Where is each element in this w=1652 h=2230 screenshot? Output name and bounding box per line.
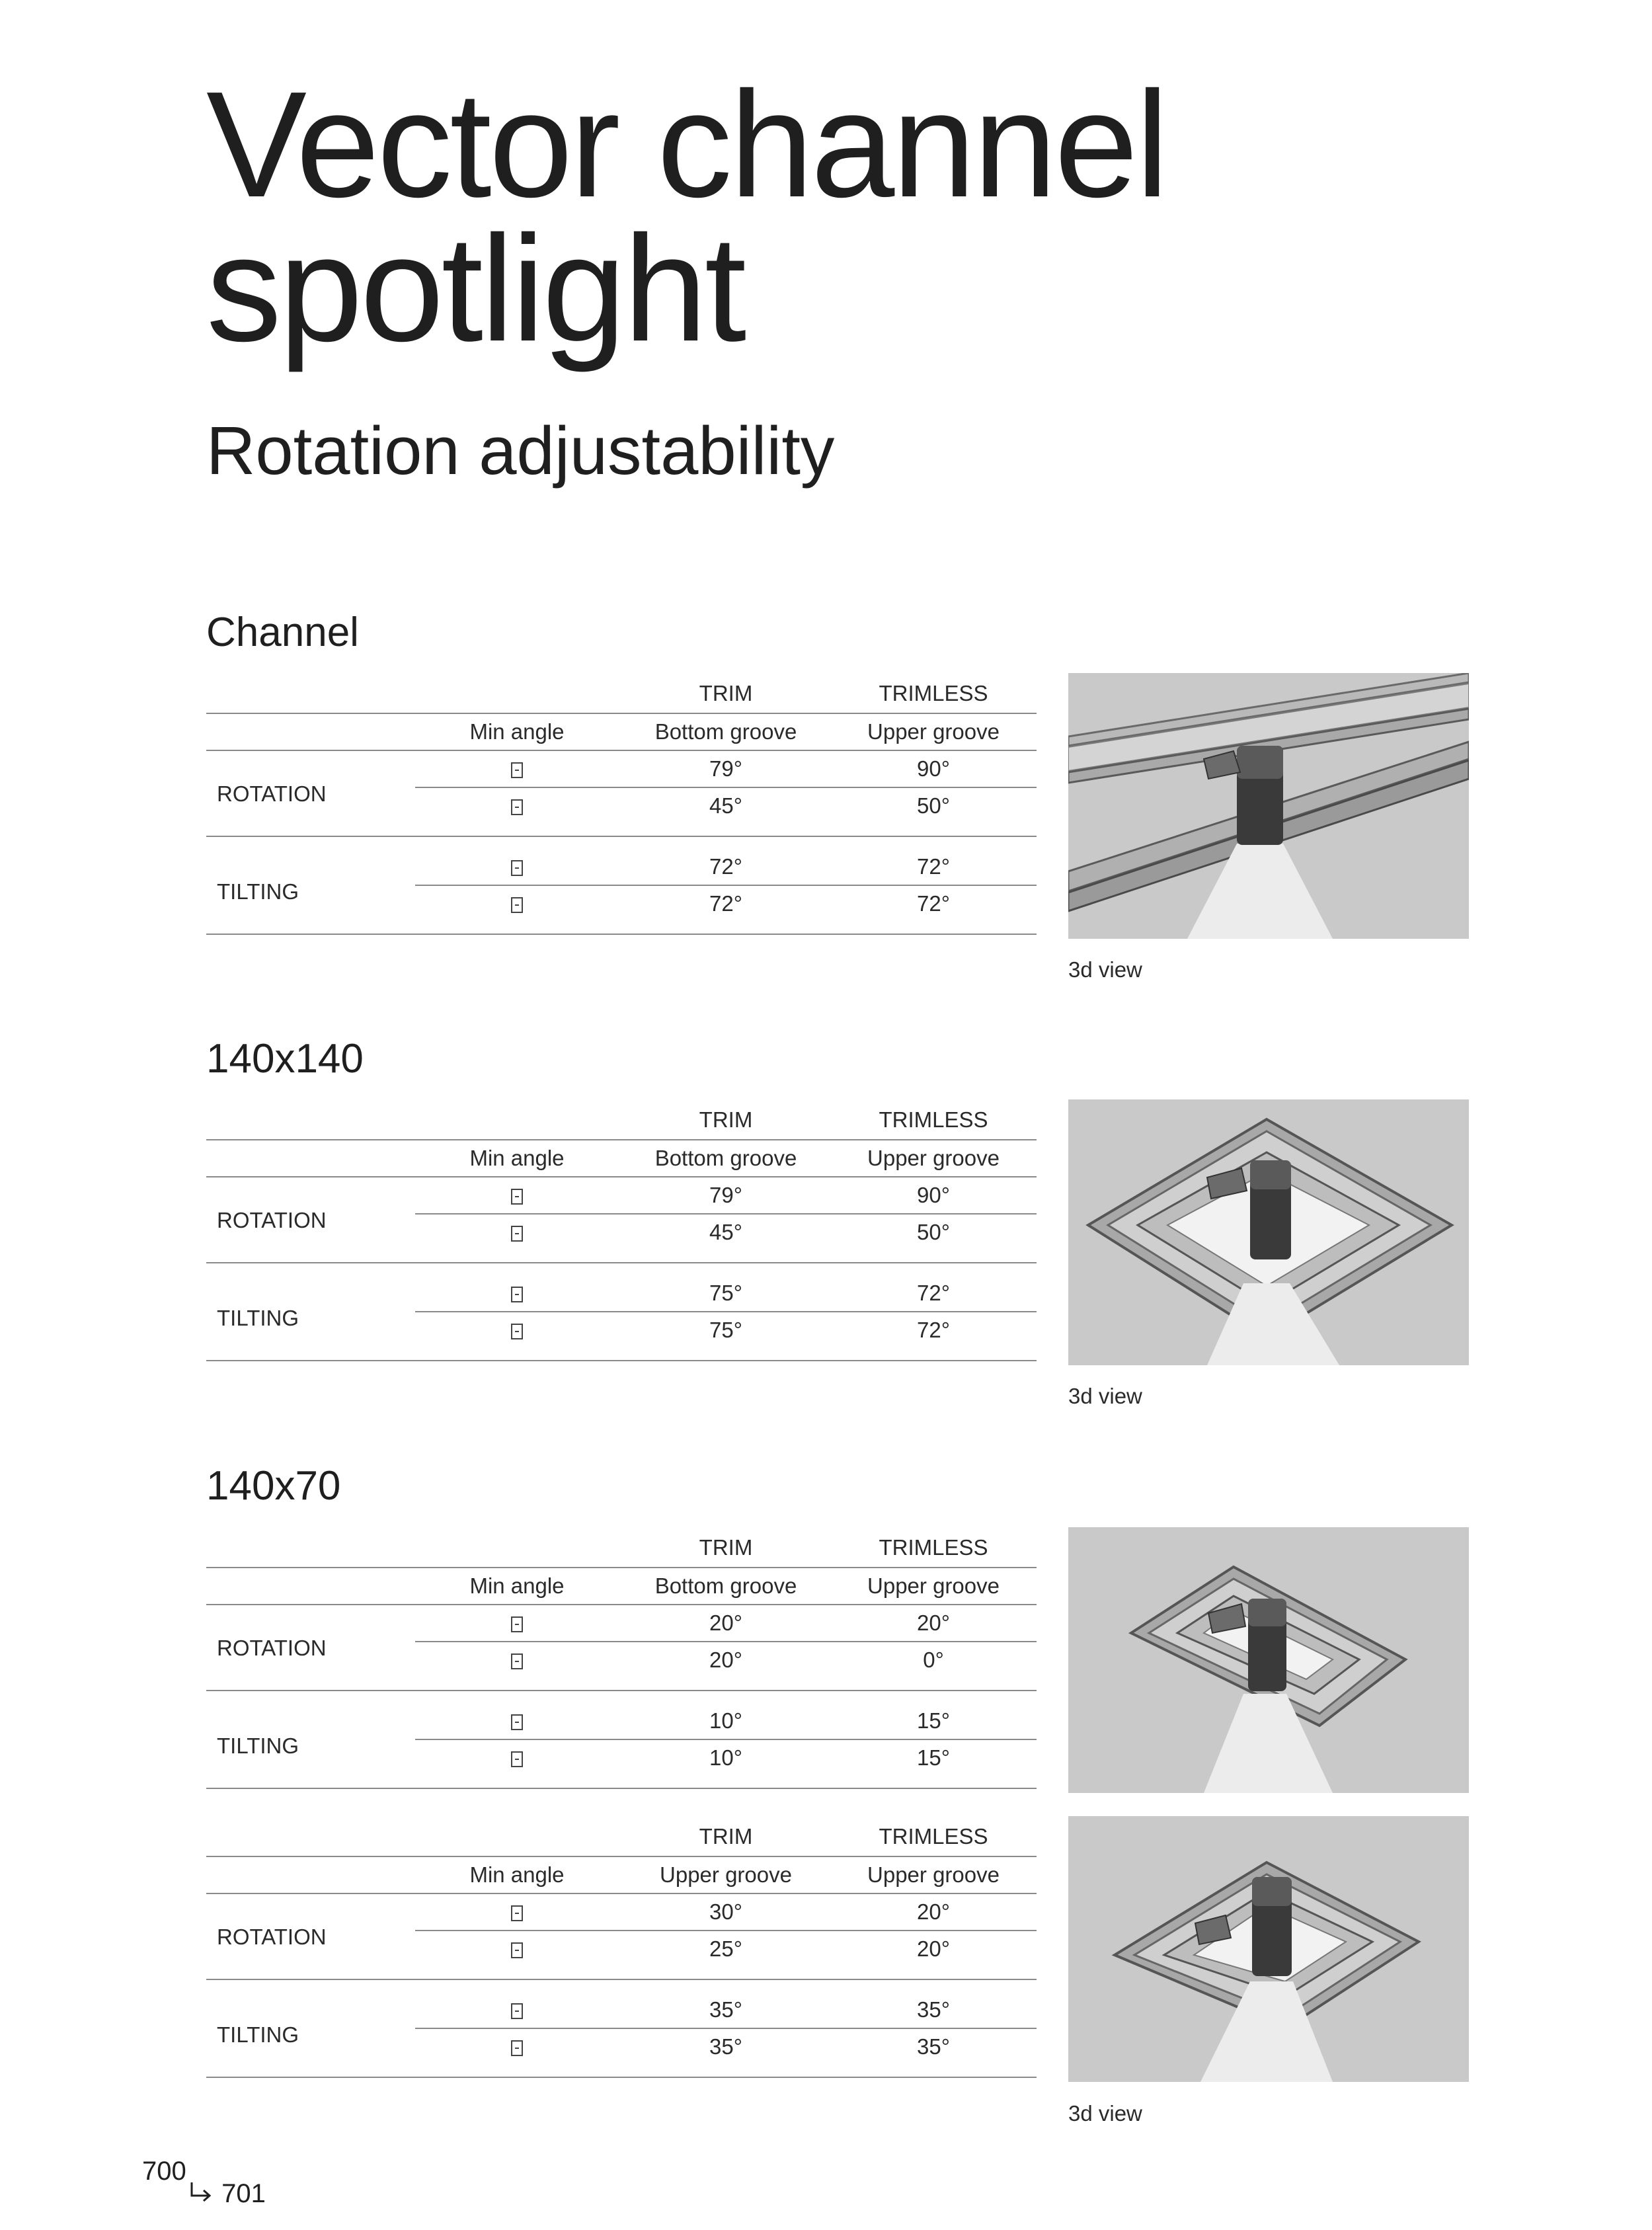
3d-view-image-140x70-a [1068,1527,1469,1793]
angle-direction-icon [511,1616,523,1632]
trimless-groove-header: Upper groove [867,719,1000,744]
title-line-1: Vector channel [206,61,1167,229]
trim-header: TRIM [699,1107,753,1132]
angle-direction-icon [511,1226,523,1242]
3d-view-image-140x140 [1068,1099,1469,1365]
tilting-group [206,849,1037,935]
trimless-value: 15° [917,1708,950,1733]
min-angle-header: Min angle [469,1862,565,1887]
trim-groove-header: Upper groove [660,1862,792,1887]
table-subheader [206,1568,1037,1605]
angle-direction-icon [511,799,523,815]
page-number-next[interactable] [188,2179,266,2209]
trimless-value: 72° [917,854,950,879]
tilting-label: TILTING [217,2022,299,2047]
page-number-current: 700 [142,2157,186,2186]
trim-value: 79° [709,1183,742,1207]
angle-direction-icon [511,762,523,778]
trimless-header: TRIMLESS [879,1535,988,1560]
table-header [206,673,1037,714]
angle-direction-icon [511,1942,523,1958]
trim-value: 20° [709,1648,742,1672]
table-header [206,1816,1037,1857]
trimless-value: 72° [917,891,950,916]
tilting-group [206,1275,1037,1361]
table-subheader [206,1140,1037,1177]
rotation-group [206,1605,1037,1691]
trim-value: 45° [709,793,742,818]
tilting-label: TILTING [217,879,299,904]
angle-direction-icon [511,1189,523,1205]
angle-direction-icon [511,1751,523,1767]
table-row [415,1605,1037,1642]
trimless-groove-header: Upper groove [867,1146,1000,1170]
table-row [415,1992,1037,2029]
table-row [415,1931,1037,1967]
spec-table-channel [206,673,1037,935]
3d-view-caption: 3d view [1068,2101,1142,2126]
next-page-label: 701 [221,2179,266,2208]
3d-view-image-channel [1068,673,1469,939]
angle-direction-icon [511,2040,523,2056]
trimless-groove-header: Upper groove [867,1862,1000,1887]
spec-table-140x140 [206,1099,1037,1361]
trimless-header: TRIMLESS [879,681,988,705]
trim-value: 25° [709,1936,742,1961]
rotation-label: ROTATION [217,1636,327,1660]
trimless-header: TRIMLESS [879,1824,988,1849]
trimless-value: 50° [917,793,950,818]
trimless-value: 20° [917,1936,950,1961]
trimless-value: 90° [917,756,950,781]
trim-value: 10° [709,1708,742,1733]
trimless-value: 35° [917,2034,950,2059]
tilting-label: TILTING [217,1733,299,1758]
rotation-label: ROTATION [217,1925,327,1949]
3d-view-caption: 3d view [1068,1384,1142,1408]
rotation-group [206,751,1037,837]
trim-groove-header: Bottom groove [654,1573,797,1598]
trim-value: 75° [709,1318,742,1342]
trimless-value: 72° [917,1281,950,1305]
trim-value: 35° [709,1997,742,2022]
tilting-group [206,1703,1037,1789]
trimless-header: TRIMLESS [879,1107,988,1132]
trimless-value: 20° [917,1899,950,1924]
trim-value: 72° [709,891,742,916]
table-subheader [206,1857,1037,1894]
angle-direction-icon [511,2003,523,2019]
trim-header: TRIM [699,681,753,705]
angle-direction-icon [511,1714,523,1730]
spec-table-140x70-b [206,1816,1037,2078]
tilting-label: TILTING [217,1306,299,1330]
angle-direction-icon [511,1287,523,1302]
spec-table-140x70-a [206,1527,1037,1789]
angle-direction-icon [511,897,523,913]
table-row [415,1740,1037,1776]
table-row [415,1894,1037,1931]
trim-header: TRIM [699,1535,753,1560]
trim-value: 10° [709,1745,742,1770]
table-row [415,1177,1037,1215]
rotation-group [206,1894,1037,1980]
title-line-2: spotlight [206,205,744,373]
angle-direction-icon [511,1324,523,1339]
rotation-group [206,1177,1037,1263]
table-row [415,1215,1037,1250]
trimless-value: 50° [917,1220,950,1244]
section-title-140x140: 140x140 [206,1036,364,1082]
trimless-value: 20° [917,1611,950,1635]
table-row [415,2029,1037,2065]
trim-value: 72° [709,854,742,879]
rotation-label: ROTATION [217,1208,327,1232]
angle-direction-icon [511,1905,523,1921]
angle-direction-icon [511,1653,523,1669]
min-angle-header: Min angle [469,1573,565,1598]
trim-value: 79° [709,756,742,781]
table-subheader [206,714,1037,751]
angle-direction-icon [511,860,523,876]
table-row [415,1312,1037,1348]
table-row [415,886,1037,922]
trim-value: 30° [709,1899,742,1924]
table-row [415,1275,1037,1312]
page-subtitle: Rotation adjustability [206,413,835,489]
page-title [206,61,1167,373]
section-title-140x70: 140x70 [206,1463,341,1509]
trim-value: 75° [709,1281,742,1305]
trim-value: 45° [709,1220,742,1244]
trimless-value: 72° [917,1318,950,1342]
min-angle-header: Min angle [469,719,565,744]
table-row [415,849,1037,886]
trim-groove-header: Bottom groove [654,719,797,744]
trim-value: 20° [709,1611,742,1635]
rotation-label: ROTATION [217,781,327,806]
trimless-value: 0° [923,1648,944,1672]
min-angle-header: Min angle [469,1146,565,1170]
return-arrow-icon [188,2181,214,2205]
trim-header: TRIM [699,1824,753,1849]
table-header [206,1527,1037,1568]
trimless-value: 35° [917,1997,950,2022]
trimless-groove-header: Upper groove [867,1573,1000,1598]
trimless-value: 90° [917,1183,950,1207]
table-header [206,1099,1037,1140]
table-row [415,788,1037,824]
trimless-value: 15° [917,1745,950,1770]
trim-groove-header: Bottom groove [654,1146,797,1170]
table-row [415,1642,1037,1678]
trim-value: 35° [709,2034,742,2059]
3d-view-image-140x70-b [1068,1816,1469,2082]
table-row [415,1703,1037,1740]
3d-view-caption: 3d view [1068,957,1142,982]
table-row [415,751,1037,788]
section-title-channel: Channel [206,610,359,655]
tilting-group [206,1992,1037,2078]
